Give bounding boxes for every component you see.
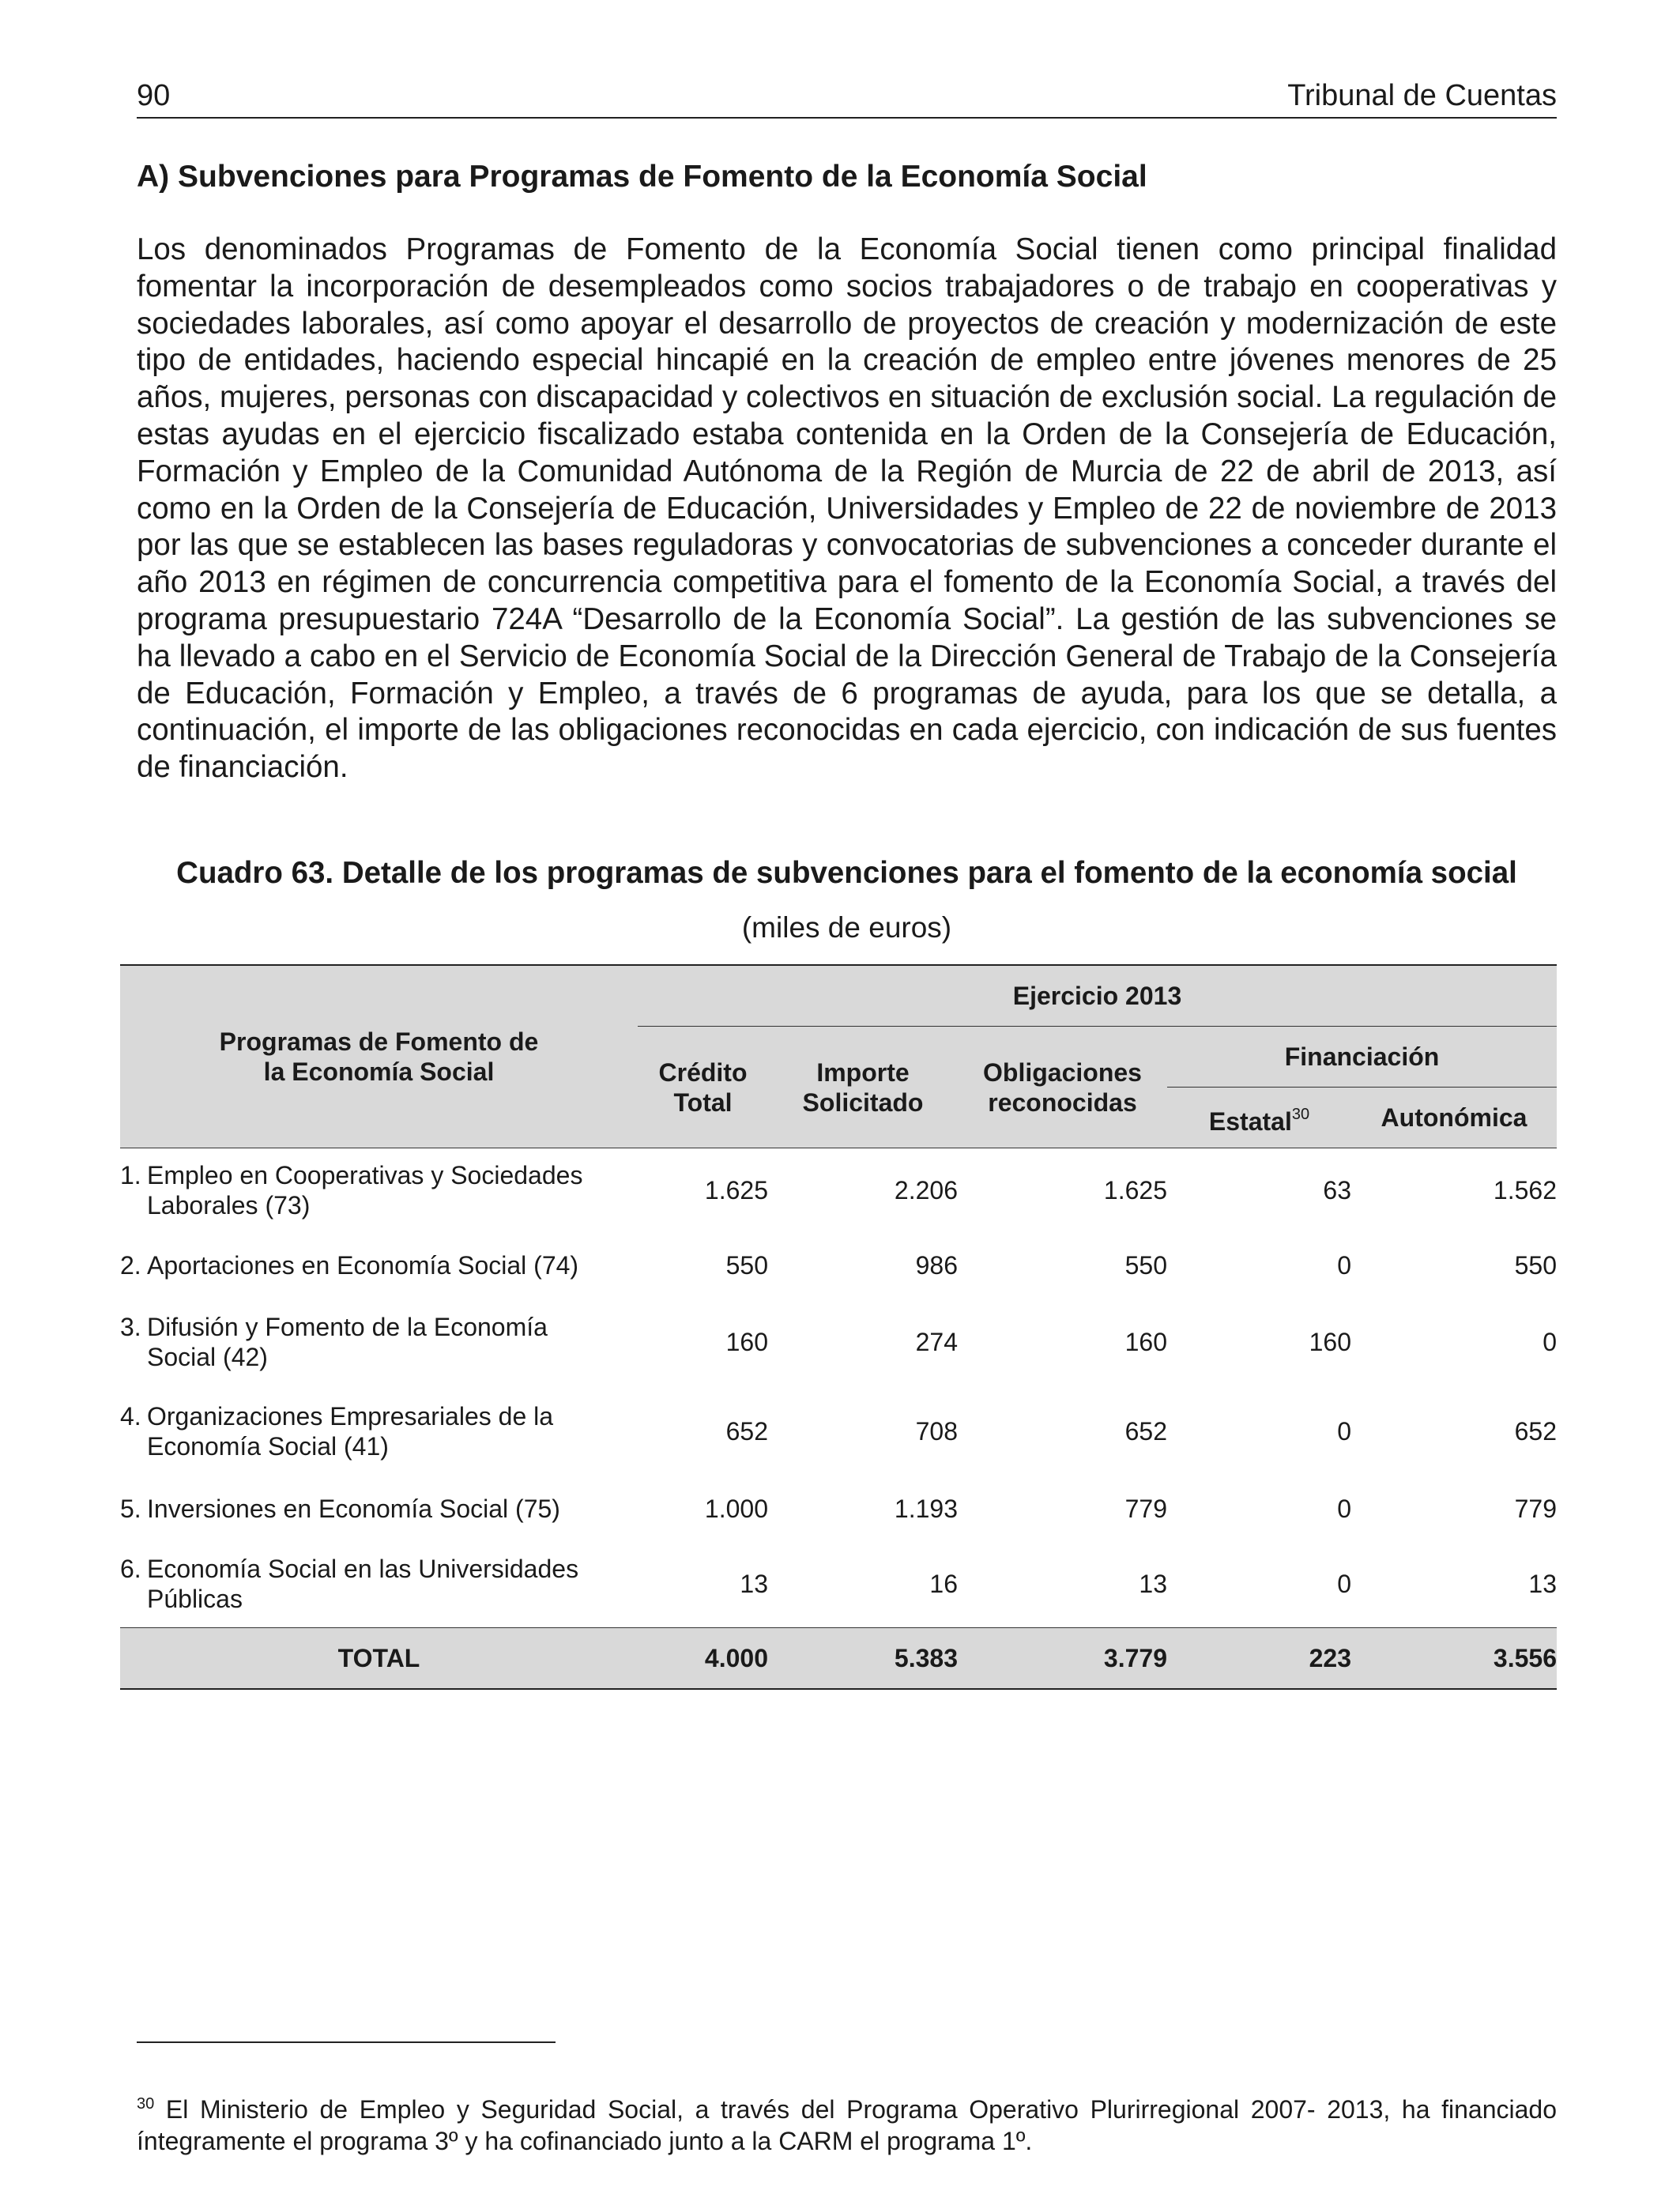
- total-label: TOTAL: [120, 1628, 638, 1690]
- cell-obligaciones: 1.625: [1103, 1176, 1167, 1205]
- total-obligaciones: 3.779: [958, 1628, 1167, 1690]
- header-programs: Programas de Fomento de la Economía Social: [120, 965, 638, 1148]
- cell-autonomica: 0: [1543, 1327, 1557, 1356]
- cell-autonomica: 652: [1514, 1416, 1557, 1446]
- header-obligaciones: Obligaciones reconocidas: [958, 1027, 1167, 1148]
- total-credito: 4.000: [638, 1628, 768, 1690]
- header-autonomica: Autonómica: [1351, 1088, 1557, 1148]
- header-importe: Importe Solicitado: [768, 1027, 958, 1148]
- cell-estatal: 0: [1337, 1250, 1351, 1280]
- header-financiacion: Financiación: [1167, 1027, 1557, 1088]
- table-row: [120, 1476, 1557, 1541]
- header-year-group: Ejercicio 2013: [638, 965, 1557, 1027]
- total-importe: 5.383: [768, 1628, 958, 1690]
- header-credito: Crédito Total: [638, 1027, 768, 1148]
- program-name: 6. Economía Social en las Universidades Públicas: [120, 1555, 579, 1614]
- cell-obligaciones: 652: [1124, 1416, 1167, 1446]
- cell-autonomica: 550: [1514, 1250, 1557, 1280]
- cell-importe: 708: [915, 1416, 958, 1446]
- page-number: 90: [137, 79, 171, 112]
- table-units: (miles de euros): [741, 911, 952, 944]
- cell-autonomica: 13: [1528, 1570, 1557, 1599]
- cell-importe: 2.206: [894, 1176, 958, 1205]
- table-row: [120, 1298, 1557, 1386]
- cell-importe: 274: [915, 1327, 958, 1356]
- table-row: [120, 1386, 1557, 1476]
- cell-credito: 550: [725, 1250, 768, 1280]
- cell-obligaciones: 550: [1124, 1250, 1167, 1280]
- cell-estatal: 160: [1309, 1327, 1351, 1356]
- cell-obligaciones: 160: [1124, 1327, 1167, 1356]
- cell-credito: 160: [725, 1327, 768, 1356]
- cell-credito: 1.000: [704, 1494, 768, 1523]
- cell-estatal: 0: [1337, 1416, 1351, 1446]
- total-row: [120, 1628, 1557, 1690]
- program-name: 1. Empleo en Cooperativas y Sociedades Laborales (73): [120, 1161, 583, 1220]
- footnote-number: 30: [137, 2095, 155, 2113]
- cell-obligaciones: 779: [1124, 1494, 1167, 1523]
- footnote-divider: [137, 2041, 556, 2043]
- section-heading: A) Subvenciones para Programas de Fomento de la Economía Social: [137, 160, 1147, 194]
- cell-obligaciones: 13: [1139, 1570, 1167, 1599]
- body-paragraph: Los denominados Programas de Fomento de la Economía Social tienen como principal finalidad fomentar la incorporación de desempleados como socios trabajadores o de trabajo en cooperativas y sociedades laborales, así como apoyar el desarrollo de proyectos de creación y modernización de este tipo de entidades, haciendo especial hincapié en la creación de empleo entre jóvenes menores de 25 años, mujeres, personas con discapacidad y colectivos en situación de exclusión social. La regulación de estas ayudas en el ejercicio fiscalizado estaba contenida en la Orden de la Consejería de Educación, Formación y Empleo de la Comunidad Autónoma de la Región de Murcia de 22 de abril de 2013, así como en la Orden de la Consejería de Educación, Universidades y Empleo de 22 de noviembre de 2013 por las que se establecen las bases reguladoras y convocatorias de subvenciones a conceder durante el año 2013 en régimen de concurrencia competitiva para el fomento de la Economía Social, a través del programa presupuestario 724A “Desarrollo de la Economía Social”. La gestión de las subvenciones se ha llevado a cabo en el Servicio de Economía Social de la Dirección General de Trabajo de la Consejería de Educación, Formación y Empleo, a través de 6 programas de ayuda, para los que se detalla, a continuación, el importe de las obligaciones reconocidas en cada ejercicio, con indicación de sus fuentes de financiación.: [137, 232, 1557, 785]
- cell-autonomica: 779: [1514, 1494, 1557, 1523]
- page-header: [137, 76, 1557, 119]
- footnote-ref: 30: [1291, 1105, 1310, 1123]
- program-name: 5. Inversiones en Economía Social (75): [120, 1494, 560, 1523]
- total-estatal: 223: [1167, 1628, 1351, 1690]
- cell-importe: 1.193: [894, 1494, 958, 1523]
- programs-table: [120, 964, 1557, 1690]
- cell-credito: 652: [725, 1416, 768, 1446]
- program-name: 4. Organizaciones Empresariales de la Economía Social (41): [120, 1401, 554, 1461]
- table-row: [120, 1148, 1557, 1233]
- program-name: 3. Difusión y Fomento de la Economía Social (42): [120, 1312, 548, 1371]
- table-row: [120, 1541, 1557, 1628]
- cell-credito: 13: [740, 1570, 768, 1599]
- running-title: Tribunal de Cuentas: [1287, 79, 1557, 112]
- cell-estatal: 0: [1337, 1494, 1351, 1523]
- total-autonomica: 3.556: [1351, 1628, 1557, 1690]
- cell-autonomica: 1.562: [1493, 1176, 1557, 1205]
- cell-importe: 16: [929, 1570, 958, 1599]
- header-estatal: Estatal$^{30}$: [1167, 1088, 1351, 1148]
- table-row: [120, 1233, 1557, 1298]
- cell-importe: 986: [915, 1250, 958, 1280]
- footnote: [137, 2088, 1557, 2157]
- table-caption: Cuadro 63. Detalle de los programas de subvenciones para el fomento de la economía social: [176, 856, 1517, 890]
- program-name: 2. Aportaciones en Economía Social (74): [120, 1250, 579, 1280]
- cell-estatal: 0: [1337, 1570, 1351, 1599]
- cell-estatal: 63: [1323, 1176, 1351, 1205]
- cell-credito: 1.625: [704, 1176, 768, 1205]
- footnote-text: El Ministerio de Empleo y Seguridad Social, a través del Programa Operativo Plurirregional 2007- 2013, ha financiado íntegramente el programa 3º y ha cofinanciado junto a la CARM el programa 1º.: [137, 2095, 1558, 2155]
